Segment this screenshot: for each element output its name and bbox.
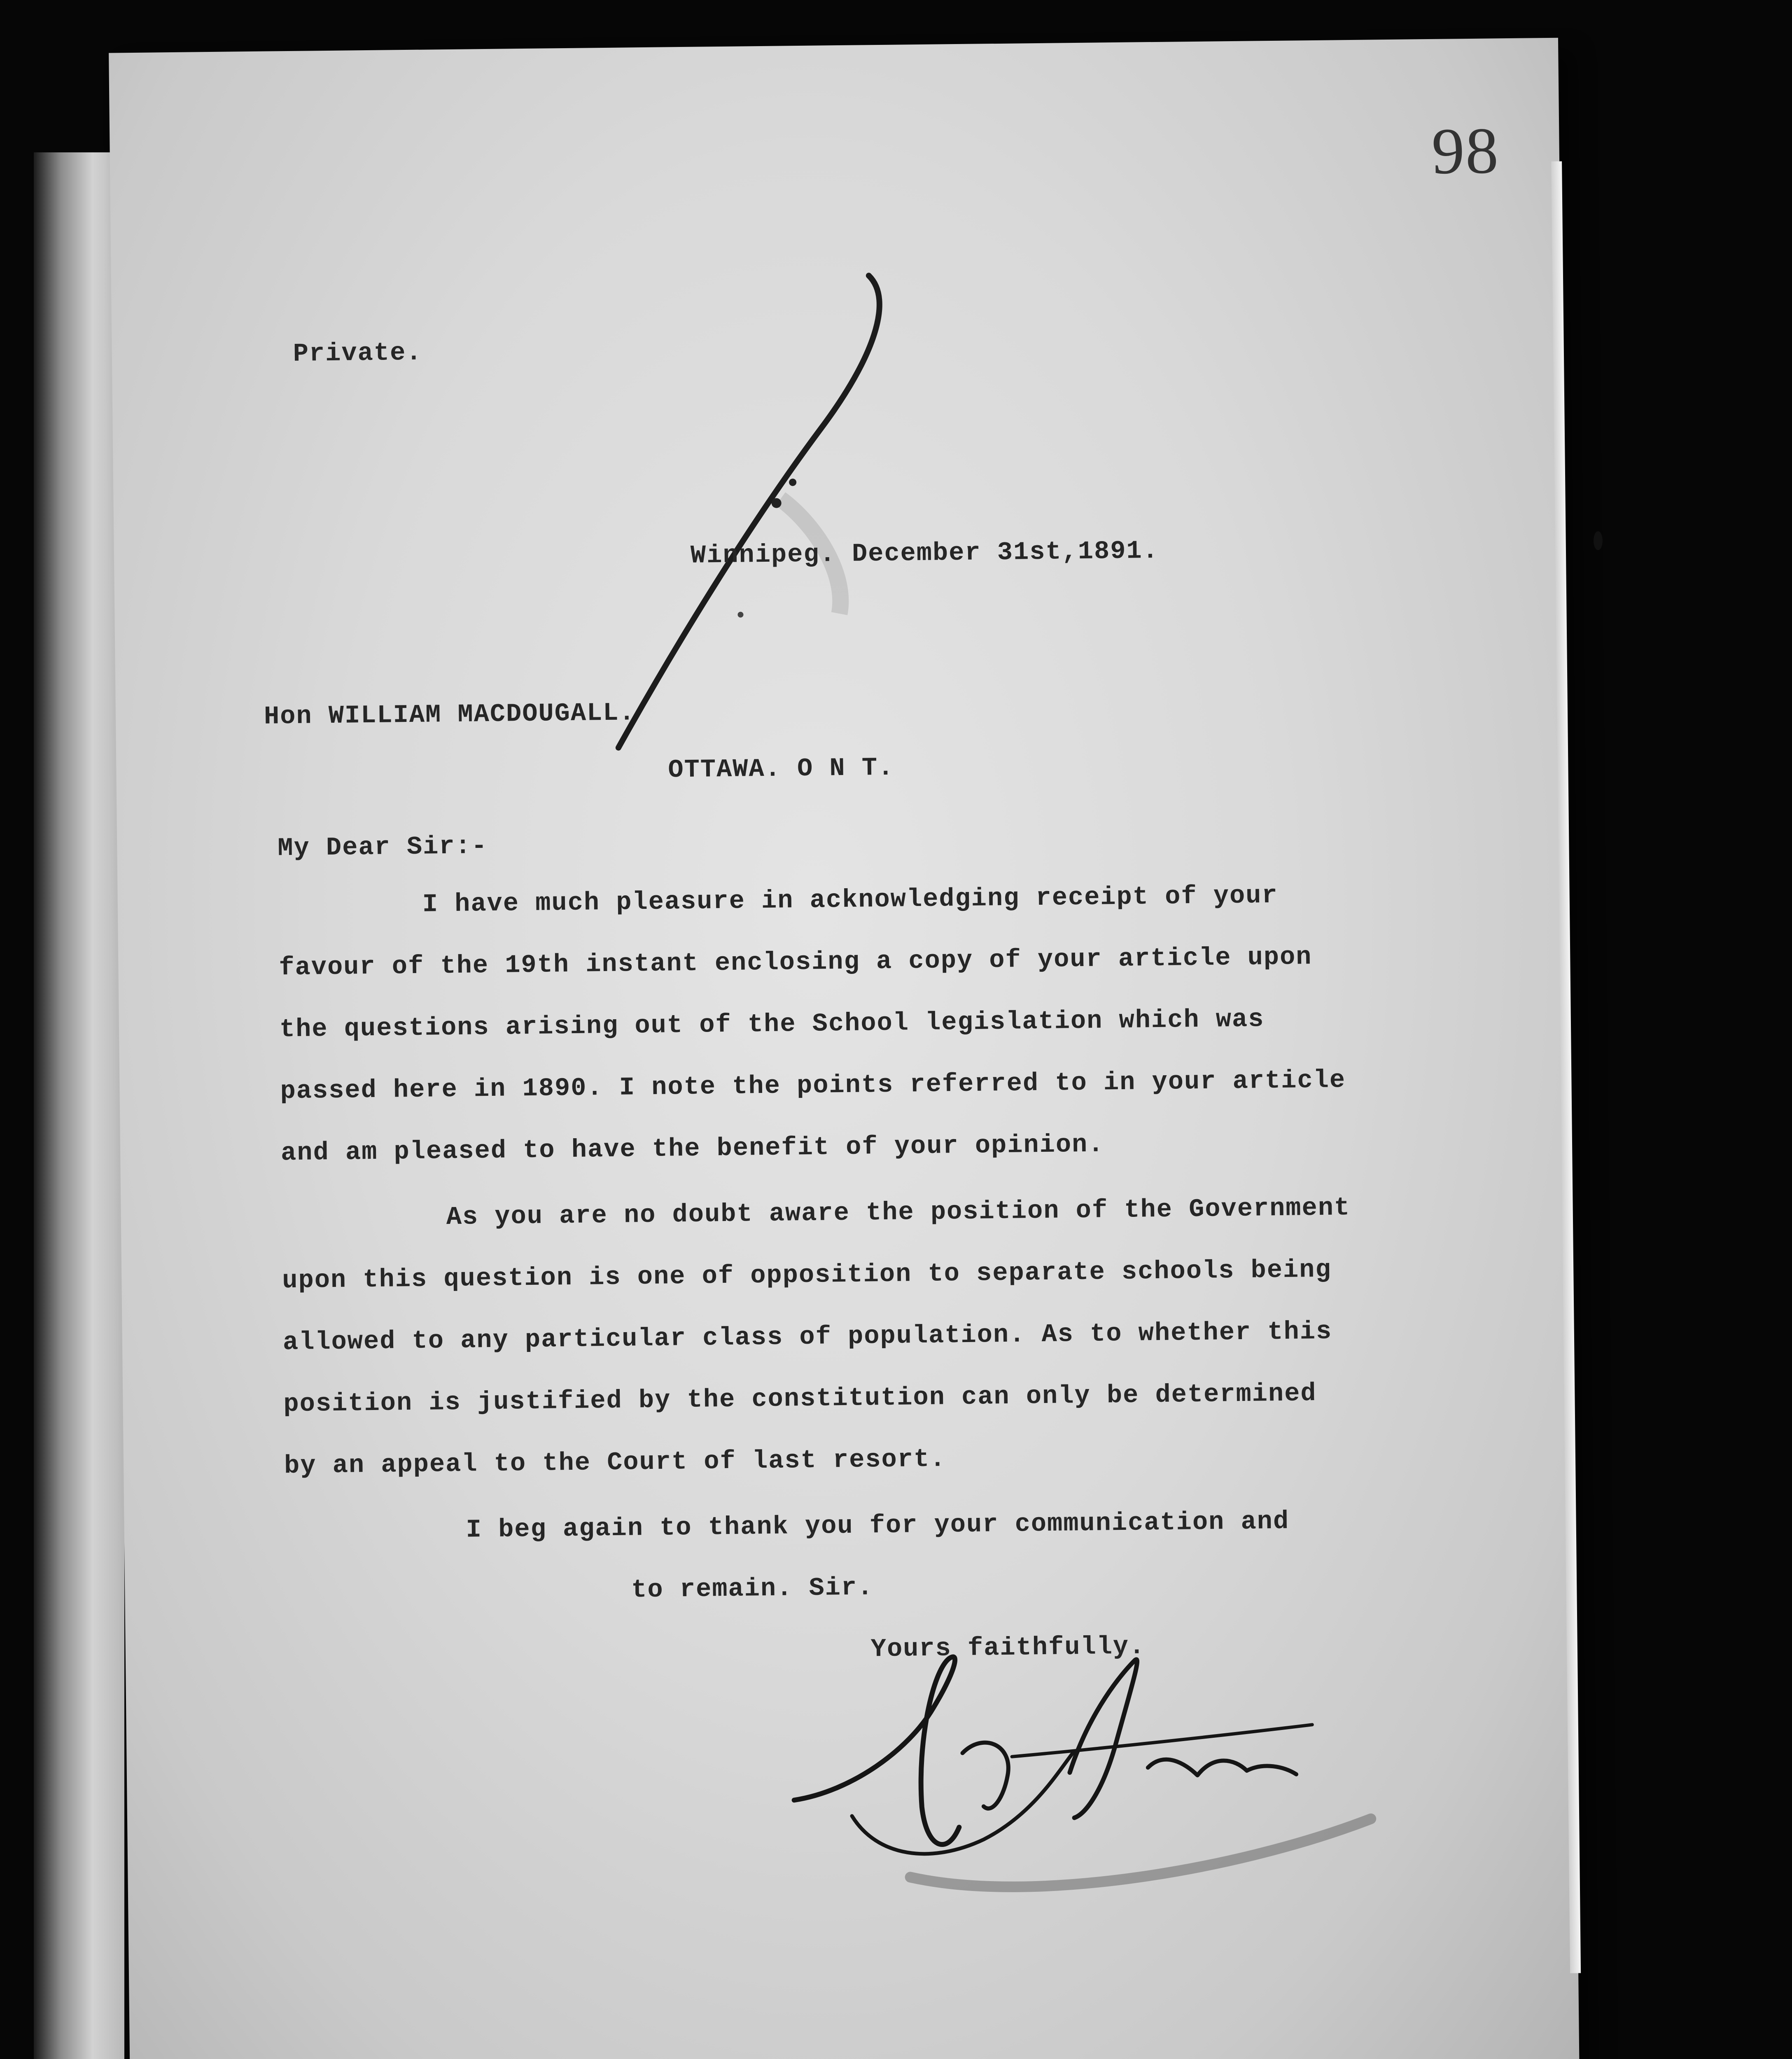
salutation: My Dear Sir:- — [278, 831, 488, 863]
letter-sheet — [109, 38, 1580, 2059]
closing: Yours faithfully. — [870, 1632, 1146, 1664]
body-line: by an appeal to the Court of last resort. — [284, 1444, 946, 1481]
body-line: position is justified by the constitution can only be determined — [283, 1379, 1317, 1419]
dateline: Winnipeg. December 31st,1891. — [690, 536, 1159, 570]
body-line: upon this question is one of opposition to separate schools being — [282, 1255, 1332, 1296]
body-line: I beg again to thank you for your communication and — [466, 1506, 1290, 1545]
ink-smudge — [1594, 531, 1603, 550]
body-line: favour of the 19th instant enclosing a copy of your article upon — [279, 942, 1312, 983]
body-line: passed here in 1890. I note the points referred to in your article — [280, 1065, 1346, 1106]
body-line: and am pleased to have the benefit of your opinion. — [280, 1130, 1104, 1168]
adjacent-page-edge — [34, 152, 124, 2059]
body-line: I have much pleasure in acknowledging receipt of your — [422, 880, 1278, 919]
body-line: the questions arising out of the School legislation which was — [279, 1004, 1265, 1044]
addressee-name: Hon WILLIAM MACDOUGALL. — [264, 698, 636, 731]
addressee-city: OTTAWA. O N T. — [668, 753, 894, 785]
page-number: 98 — [1431, 114, 1500, 188]
body-line: As you are no doubt aware the position of the Government — [446, 1193, 1351, 1232]
private-marking: Private. — [293, 338, 422, 369]
body-line: to remain. Sir. — [631, 1573, 874, 1605]
body-line: allowed to any particular class of population. As to whether this — [282, 1317, 1332, 1357]
handwritten-signature — [109, 38, 1580, 2059]
